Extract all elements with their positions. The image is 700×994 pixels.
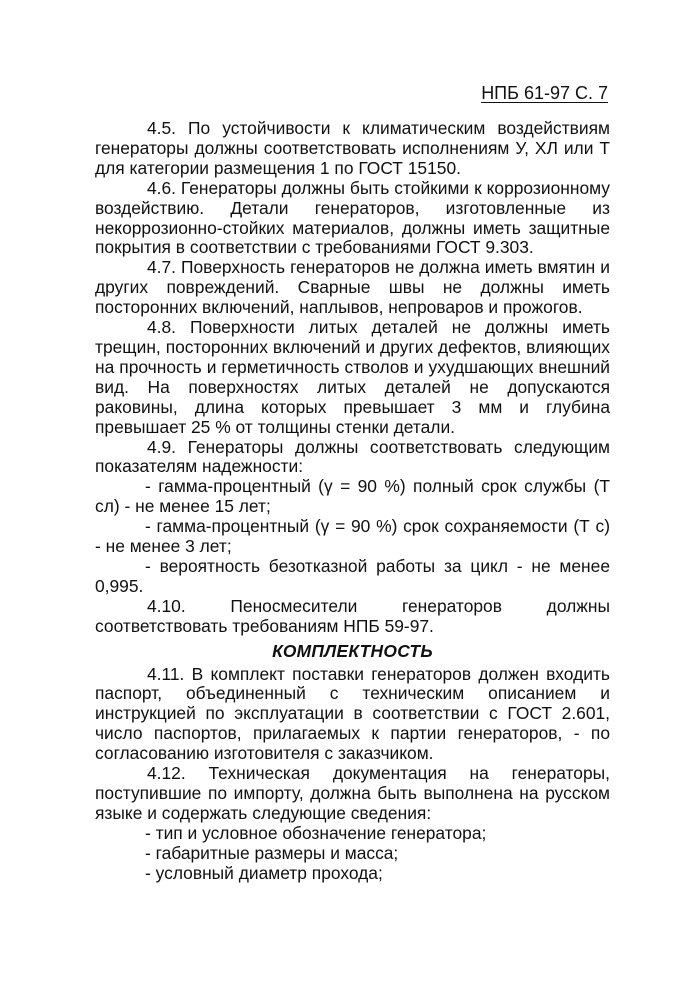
section-title: КОМПЛЕКТНОСТЬ — [272, 640, 433, 661]
documentation-list — [95, 824, 610, 884]
document-body — [95, 119, 610, 884]
list-item: - габаритные размеры и масса; — [145, 842, 399, 863]
list-item: - гамма-процентный (γ = 90 %) полный срок службы (Т сл) - не менее 15 лет; — [95, 476, 610, 517]
list-item: - вероятность безотказной работы за цикл - не менее 0,995. — [95, 555, 610, 596]
list-item: - условный диаметр прохода; — [145, 862, 383, 883]
paragraph-4-6: 4.6. Генераторы должны быть стойкими к коррозионному воздействию. Детали генераторов, изготовленные из некоррозионно-стойких материалов, должны иметь защитные покрытия в соответствии с требованиями ГОСТ 9.303. — [95, 177, 610, 258]
list-item: - тип и условное обозначение генератора; — [145, 822, 487, 843]
document-reference: НПБ 61-97 С. 7 — [481, 83, 608, 103]
reliability-list — [95, 477, 610, 596]
paragraph-4-7: 4.7. Поверхность генераторов не должна иметь вмятин и других повреждений. Сварные швы не должны иметь посторонних включений, наплывов, непроваров и прожогов. — [95, 257, 610, 318]
paragraph-4-11: 4.11. В комплект поставки генераторов должен входить паспорт, объединенный с техническим описанием и инструкцией по эксплуатации в соответствии с ГОСТ 2.601, число паспортов, прилагаемых к партии генераторов, - по согласованию изготовителя с заказчиком. — [95, 663, 610, 764]
paragraph-4-10: 4.10. Пеносмесители генераторов должны соответствовать требованиям НПБ 59-97. — [95, 595, 610, 636]
paragraph-4-9: 4.9. Генераторы должны соответствовать следующим показателям надежности: — [95, 436, 610, 477]
list-item: - гамма-процентный (γ = 90 %) срок сохраняемости (Т с) - не менее 3 лет; — [95, 516, 610, 557]
paragraph-4-8: 4.8. Поверхности литых деталей не должны иметь трещин, посторонних включений и других дефектов, влияющих на прочность и герметичность стволов и ухудшающих внешний вид. На поверхностях литых деталей не допускаются раковины, длина которых превышает 3 мм и глубина превышает 25 % от толщины стенки детали. — [95, 317, 610, 437]
paragraph-4-12: 4.12. Техническая документация на генераторы, поступившие по импорту, должна быть выполнена на русском языке и содержать следующие сведения: — [95, 763, 610, 823]
paragraph-4-5: 4.5. По устойчивости к климатическим воздействиям генераторы должны соответствовать исполнениям У, ХЛ или Т для категории размещения 1 по ГОСТ 15150. — [95, 118, 610, 178]
page-header — [400, 83, 608, 103]
